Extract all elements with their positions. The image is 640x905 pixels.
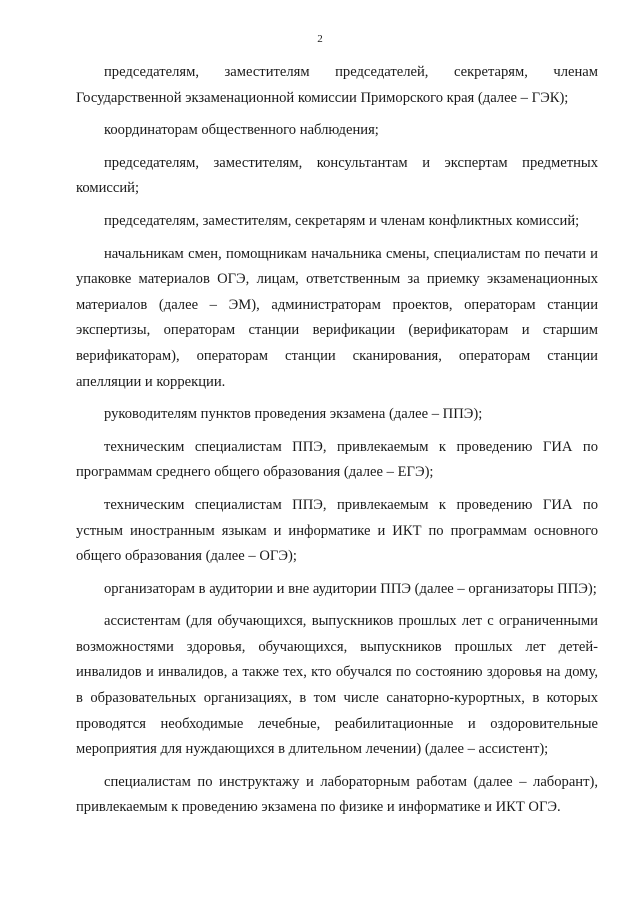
paragraph-lab-assistants: специалистам по инструктажу и лабораторным работам (далее – лаборант), привлекаемым к проведению экзамена по физике и информатике и ИКТ ОГЭ. bbox=[76, 773, 598, 816]
paragraph-assistants: ассистентам (для обучающихся, выпускников прошлых лет с ограниченными возможностями здоровья, обучающихся, выпускников прошлых лет детей-инвалидов и инвалидов, а также тех, кто обучался по состоянию здоровья на дому, в образовательных организациях, в том числе санаторно-курортных, в которых проводятся необходимые лечебные, реабилитационные и оздоровительные мероприятия для нуждающихся в длительном лечении) (далее – ассистент); bbox=[76, 613, 598, 758]
document-body bbox=[76, 60, 598, 828]
page-number: 2 bbox=[317, 33, 323, 45]
paragraph-tech-specialists-oge: техническим специалистам ППЭ, привлекаемым к проведению ГИА по устным иностранным языкам и информатике и ИКТ по программам основного общего образования (далее – ОГЭ); bbox=[76, 496, 598, 565]
paragraph-conflict-commissions: председателям, заместителям, секретарям и членам конфликтных комиссий; bbox=[104, 212, 580, 229]
paragraph-shift-heads: начальникам смен, помощникам начальника смены, специалистам по печати и упаковке материалов ОГЭ, лицам, ответственным за приемку экзаменационных материалов (далее – ЭМ), администраторам проектов, операторам станции экспертизы, операторам станции верификации (верификаторам и старшим верификаторам), операторам станции сканирования, операторам станции апелляции и коррекции. bbox=[76, 245, 598, 390]
paragraph-tech-specialists-ege: техническим специалистам ППЭ, привлекаемым к проведению ГИА по программам среднего общего образования (далее – ЕГЭ); bbox=[76, 438, 598, 481]
paragraph-ppe-heads: руководителям пунктов проведения экзамена (далее – ППЭ); bbox=[104, 406, 483, 423]
paragraph-gek: председателям, заместителям председателей, секретарям, членам Государственной экзаменационной комиссии Приморского края (далее – ГЭК); bbox=[76, 64, 598, 106]
paragraph-organizers: организаторам в аудитории и вне аудитории ППЭ (далее – организаторы ППЭ); bbox=[104, 580, 597, 597]
paragraph-public-observation: координаторам общественного наблюдения; bbox=[104, 122, 379, 139]
paragraph-subject-commissions: председателям, заместителям, консультантам и экспертам предметных комиссий; bbox=[76, 154, 598, 197]
